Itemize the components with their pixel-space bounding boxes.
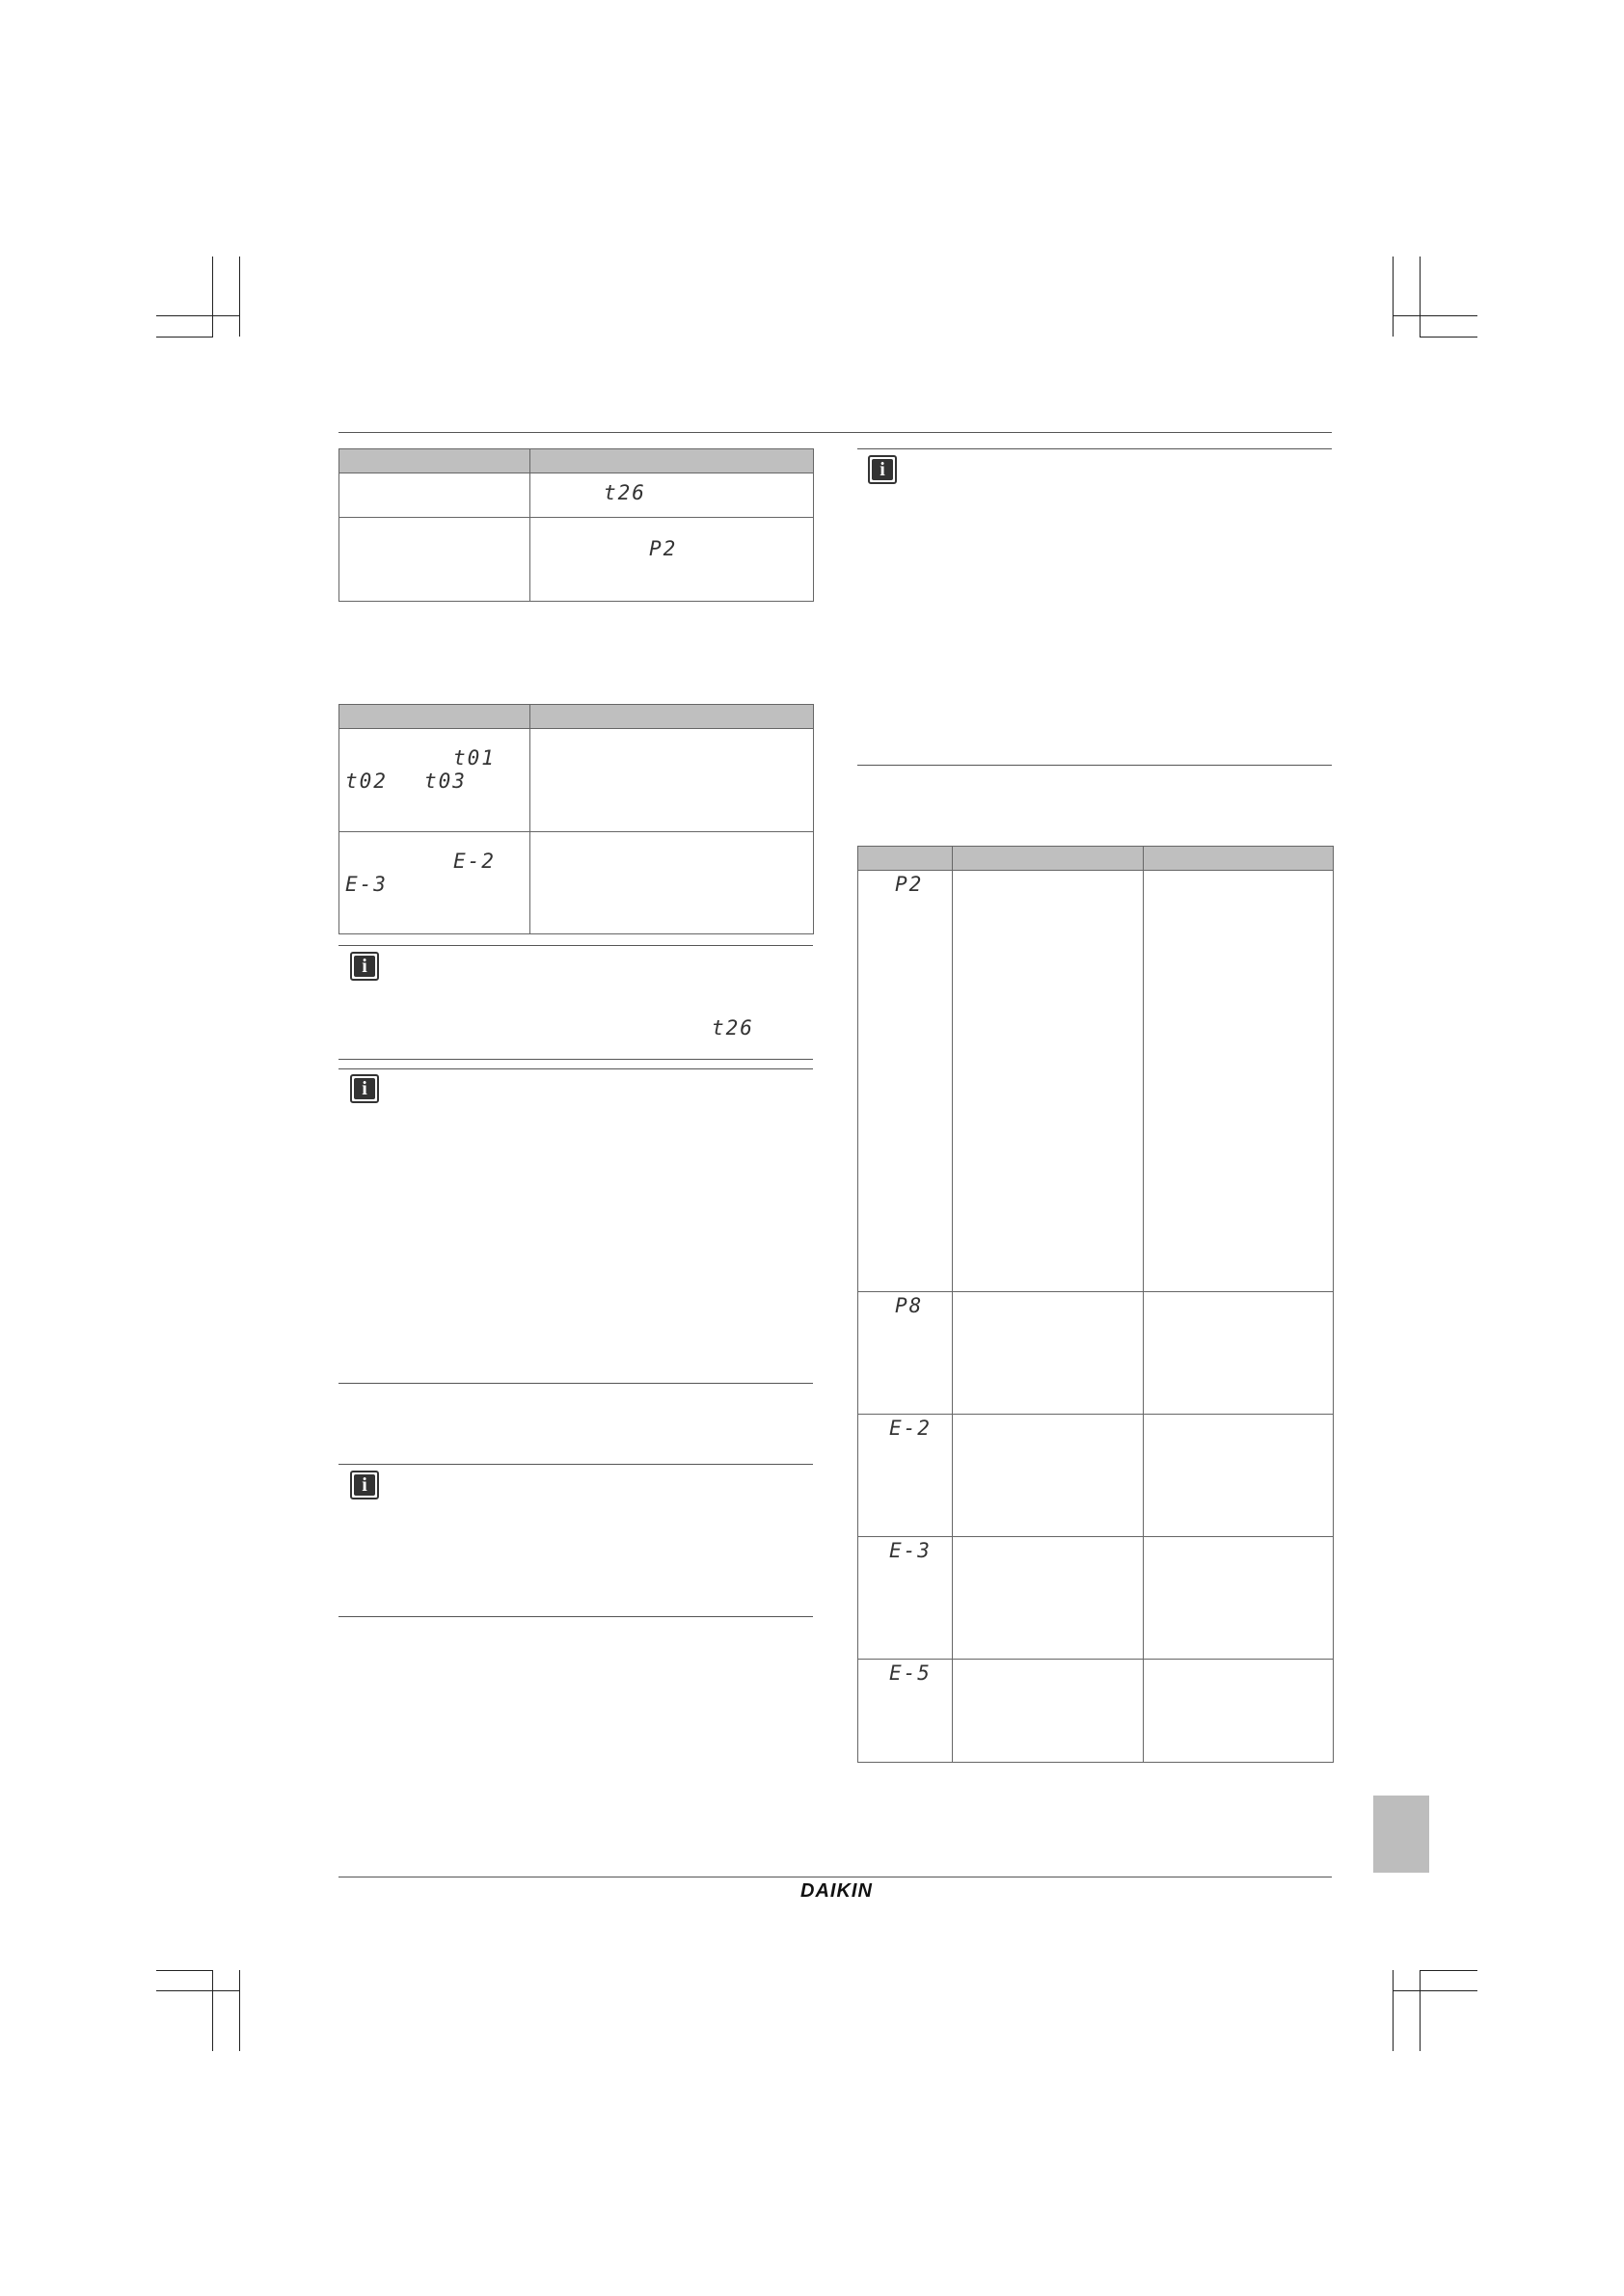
info-rule [338, 1464, 813, 1465]
info-rule [857, 765, 1332, 766]
code-t02: t02 [345, 770, 388, 793]
table-cell [858, 1415, 953, 1537]
info-rule [338, 1068, 813, 1069]
table-cell [530, 729, 814, 832]
table-cell [1144, 1292, 1334, 1415]
table-cell [858, 1537, 953, 1660]
code-e2: E-2 [453, 850, 496, 873]
table-cell [953, 1537, 1144, 1660]
crop-mark [1420, 257, 1421, 337]
crop-mark [156, 337, 213, 338]
info-icon: i [868, 455, 897, 484]
table-cell [339, 832, 530, 934]
table-2 [338, 704, 814, 934]
crop-mark [239, 1970, 240, 2051]
table-cell [1144, 871, 1334, 1292]
section-tab-marker [1373, 1796, 1429, 1873]
table-cell [339, 518, 530, 602]
table-cell [1144, 1415, 1334, 1537]
code-e2: E-2 [889, 1417, 932, 1440]
table-cell [858, 1660, 953, 1763]
table-cell [858, 871, 953, 1292]
info-rule [857, 448, 1332, 449]
table-header-cell [530, 449, 814, 473]
info-rule [338, 1616, 813, 1617]
table-cell [953, 1292, 1144, 1415]
info-rule [338, 1059, 813, 1060]
table-cell [530, 473, 814, 518]
table-cell [953, 1415, 1144, 1537]
crop-mark [212, 257, 213, 337]
info-icon: i [350, 1471, 379, 1499]
table-header-cell [953, 847, 1144, 871]
table-header-cell [339, 705, 530, 729]
code-p2: P2 [895, 873, 924, 896]
info-rule [338, 1383, 813, 1384]
table-cell [858, 1292, 953, 1415]
crop-mark [1393, 315, 1477, 316]
crop-mark [1420, 1970, 1421, 2051]
crop-mark [1393, 257, 1394, 337]
crop-mark [156, 1990, 240, 1991]
table-cell [953, 1660, 1144, 1763]
crop-mark [239, 257, 240, 337]
crop-mark [156, 315, 240, 316]
crop-mark [1420, 337, 1477, 338]
crop-mark [212, 1970, 213, 2051]
table-header-cell [339, 449, 530, 473]
crop-mark [1393, 1970, 1394, 2051]
code-t26-note: t26 [712, 1016, 754, 1040]
table-cell [530, 832, 814, 934]
info-rule [338, 945, 813, 946]
code-e3: E-3 [889, 1539, 932, 1562]
table-header-cell [530, 705, 814, 729]
table-cell [1144, 1660, 1334, 1763]
table-cell [530, 518, 814, 602]
table-header-cell [1144, 847, 1334, 871]
table-1 [338, 448, 814, 602]
code-p8: P8 [895, 1294, 924, 1317]
crop-mark [1393, 1990, 1477, 1991]
table-header-cell [858, 847, 953, 871]
table-cell [339, 729, 530, 832]
code-t26: t26 [604, 481, 646, 504]
table-cell [1144, 1537, 1334, 1660]
code-t03: t03 [424, 770, 467, 793]
table-cell [339, 473, 530, 518]
code-e3: E-3 [345, 873, 388, 896]
table-cell [953, 871, 1144, 1292]
daikin-logo: DAIKIN [800, 1880, 873, 1902]
crop-mark [156, 1970, 213, 1971]
info-icon: i [350, 952, 379, 981]
header-rule [338, 432, 1332, 433]
crop-mark [1420, 1970, 1477, 1971]
error-code-table [857, 846, 1334, 1763]
code-e5: E-5 [889, 1661, 932, 1685]
code-p2: P2 [649, 537, 678, 560]
info-icon: i [350, 1074, 379, 1103]
code-t01: t01 [453, 746, 496, 770]
